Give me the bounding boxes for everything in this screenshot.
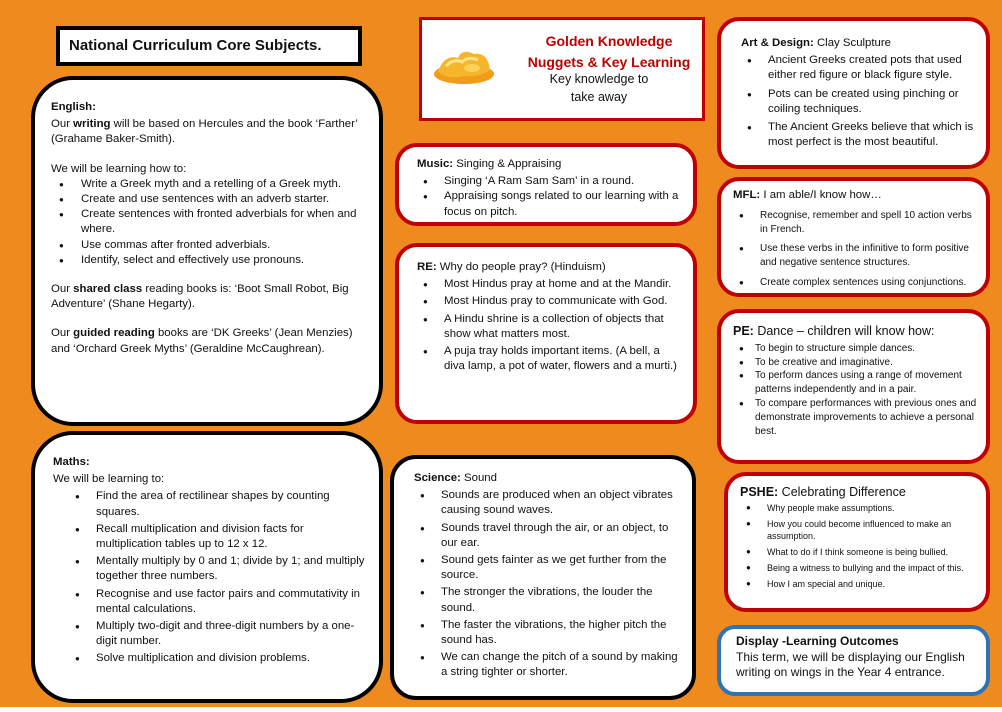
mfl-panel xyxy=(717,177,990,297)
music-heading: Music: Singing & Appraising xyxy=(417,158,562,170)
list-item: ● We can change the pitch of a sound by making a string tighter or shorter. xyxy=(414,650,680,680)
list-item: ● Create complex sentences using conjunctions. xyxy=(733,276,980,290)
display-panel xyxy=(717,625,990,696)
pe-panel xyxy=(717,309,990,464)
list-item: ● Sound gets fainter as we get further from the source. xyxy=(414,553,680,583)
gold-nuggets-icon xyxy=(432,44,496,86)
golden-knowledge-panel xyxy=(419,17,705,121)
list-item: ● Write a Greek myth and a retelling of a Greek myth. xyxy=(51,177,365,192)
list-item: ● To begin to structure simple dances. xyxy=(733,342,980,356)
golden-subtitle-1: Key knowledge to xyxy=(549,72,649,86)
pshe-heading: PSHE: Celebrating Difference xyxy=(740,485,906,499)
list-item: ● The faster the vibrations, the higher pitch the sound has. xyxy=(414,618,680,648)
list-item: ● Identify, select and effectively use pronouns. xyxy=(51,253,365,268)
music-panel xyxy=(395,143,697,226)
list-item: ● Sounds are produced when an object vibrates causing sound waves. xyxy=(414,488,680,518)
list-item: ● Use these verbs in the infinitive to form positive and negative sentence structures. xyxy=(733,242,980,270)
list-item: ● Use commas after fronted adverbials. xyxy=(51,238,365,253)
pshe-panel xyxy=(724,472,990,612)
list-item: ● The stronger the vibrations, the louder the sound. xyxy=(414,585,680,615)
list-item: ● How you could become influenced to make an assumption. xyxy=(740,518,980,542)
list-item: ● A Hindu shrine is a collection of objects that show what matters most. xyxy=(417,312,683,342)
english-writing-text: Our writing will be based on Hercules and the book ‘Farther’ (Grahame Baker-Smith). xyxy=(51,118,358,146)
list-item: ● The Ancient Greeks believe that which is most perfect is the most beautiful. xyxy=(741,120,978,150)
list-item: ● Create sentences with fronted adverbials for when and where. xyxy=(51,207,365,237)
english-shared-reading: Our shared class reading books is: ‘Boot Small Robot, Big Adventure’ (Shane Hegarty). xyxy=(51,283,349,311)
english-list xyxy=(51,177,365,268)
pe-list xyxy=(733,342,980,439)
art-list xyxy=(741,53,978,150)
music-list xyxy=(417,174,683,220)
golden-title-1: Golden Knowledge xyxy=(545,33,673,49)
list-item: ● To be creative and imaginative. xyxy=(733,356,980,370)
list-item: ● Recognise and use factor pairs and commutativity in mental calculations. xyxy=(69,587,365,617)
list-item: ● Singing ‘A Ram Sam Sam’ in a round. xyxy=(417,174,683,189)
english-panel xyxy=(31,76,383,426)
list-item: ● Find the area of rectilinear shapes by counting squares. xyxy=(69,489,365,519)
list-item: ● A puja tray holds important items. (A bell, a diva lamp, a pot of water, flowers and a murti.) xyxy=(417,344,683,374)
list-item: ● Sounds travel through the air, or an object, to our ear. xyxy=(414,521,680,551)
list-item: ● Multiply two-digit and three-digit numbers by a one-digit number. xyxy=(69,619,365,649)
art-heading: Art & Design: Clay Sculpture xyxy=(741,37,892,49)
list-item: ● Solve multiplication and division problems. xyxy=(69,651,365,666)
list-item: ● Most Hindus pray to communicate with God. xyxy=(417,294,683,309)
english-heading: English: xyxy=(51,101,96,113)
list-item: ● To compare performances with previous ones and demonstrate improvements to achieve a personal best. xyxy=(733,397,980,438)
list-item: ● Recall multiplication and division facts for multiplication tables up to 12 x 12. xyxy=(69,522,365,552)
display-heading: Display -Learning Outcomes xyxy=(736,634,899,648)
list-item: ● Recognise, remember and spell 10 action verbs in French. xyxy=(733,209,980,237)
science-heading: Science: Sound xyxy=(414,472,497,484)
maths-list xyxy=(53,489,365,666)
list-item: ● Why people make assumptions. xyxy=(740,502,980,514)
list-item: ● How I am special and unique. xyxy=(740,578,980,590)
list-item: ● Create and use sentences with an adverb starter. xyxy=(51,192,365,207)
maths-panel xyxy=(31,431,383,703)
maths-intro: We will be learning to: xyxy=(53,473,165,486)
english-learning-intro: We will be learning how to: xyxy=(51,162,187,175)
mfl-list xyxy=(733,209,980,290)
list-item: ● Pots can be created using pinching or coiling techniques. xyxy=(741,87,978,117)
science-list xyxy=(414,488,680,680)
list-item: ● What to do if I think someone is being bullied. xyxy=(740,546,980,558)
art-design-panel xyxy=(717,17,990,169)
pe-heading: PE: Dance – children will know how: xyxy=(733,324,935,338)
re-panel xyxy=(395,243,697,424)
list-item: ● Mentally multiply by 0 and 1; divide by 1; and multiply together three numbers. xyxy=(69,554,365,584)
list-item: ● Appraising songs related to our learning with a focus on pitch. xyxy=(417,189,683,219)
page-title: National Curriculum Core Subjects. xyxy=(56,26,362,66)
list-item: ● Most Hindus pray at home and at the Mandir. xyxy=(417,277,683,292)
golden-subtitle-2: take away xyxy=(570,90,628,104)
list-item: ● Ancient Greeks created pots that used either red figure or black figure style. xyxy=(741,53,978,83)
display-text: This term, we will be displaying our English writing on wings in the Year 4 entrance. xyxy=(736,649,965,679)
list-item: ● To perform dances using a range of movement patterns independently and in a pair. xyxy=(733,369,980,397)
pshe-list xyxy=(740,502,980,590)
maths-heading: Maths: xyxy=(53,456,90,468)
list-item: ● Being a witness to bullying and the impact of this. xyxy=(740,562,980,574)
mfl-heading: MFL: I am able/I know how… xyxy=(733,189,882,201)
re-list xyxy=(417,277,683,374)
science-panel xyxy=(390,455,696,700)
re-heading: RE: Why do people pray? (Hinduism) xyxy=(417,261,606,273)
english-guided-reading: Our guided reading books are ‘DK Greeks’ (Jean Menzies) and ‘Orchard Greek Myths’ (Geraldine McCaughrean). xyxy=(51,327,353,355)
golden-title-2: Nuggets & Key Learning xyxy=(527,54,691,70)
